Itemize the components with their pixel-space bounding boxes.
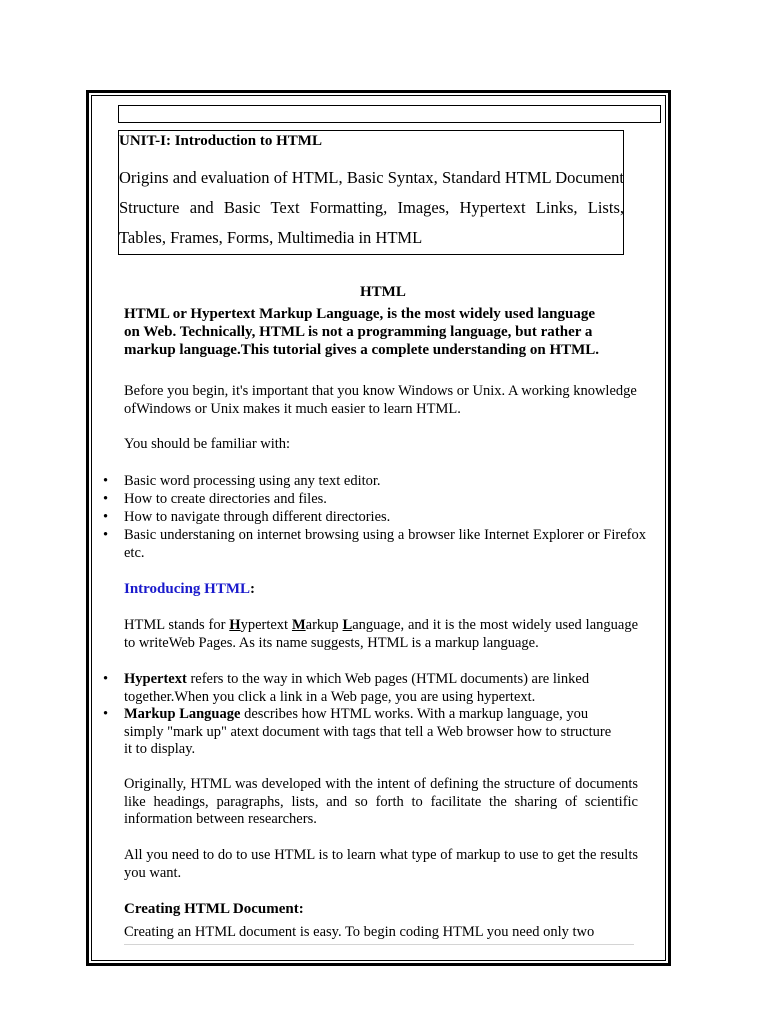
before-you-begin-paragraph: Before you begin, it's important that you know Windows or Unix. A working knowledge ofWindows or Unix makes it much easier to learn HTML. xyxy=(124,383,637,417)
creating-html-heading: Creating HTML Document: xyxy=(124,901,304,917)
creating-html-paragraph: Creating an HTML document is easy. To begin coding HTML you need only two xyxy=(124,924,595,940)
list-item: • Hypertext refers to the way in which Web pages (HTML documents) are linked together.When you click a link in a Web page, you are using hypertext. xyxy=(103,671,590,705)
list-item: • Basic understaning on internet browsing using a browser like Internet Explorer or Firefox etc. xyxy=(103,527,646,561)
originally-paragraph: Originally, HTML was developed with the intent of defining the structure of documents like headings, paragraphs, lists, and so forth to facilitate the sharing of scientific information between researchers. xyxy=(124,776,638,827)
list-item: • Markup Language describes how HTML works. With a markup language, you simply "mark up" atext document with tags that tell a Web browser how to structure it to display. xyxy=(103,706,612,757)
unit-title: UNIT-I: Introduction to HTML xyxy=(119,133,322,149)
bullet-icon: • xyxy=(103,509,109,525)
divider xyxy=(124,944,634,945)
bullet-icon: • xyxy=(103,706,109,722)
header-empty-box xyxy=(118,105,661,123)
unit-summary-box xyxy=(118,130,624,255)
bullet-icon: • xyxy=(103,671,109,687)
bullet-icon: • xyxy=(103,473,109,489)
definitions-list xyxy=(0,671,620,759)
all-you-need-paragraph: All you need to do to use HTML is to learn what type of markup to use to get the results you want. xyxy=(124,847,638,881)
list-item: • Basic word processing using any text editor. xyxy=(103,473,381,489)
bullet-icon: • xyxy=(103,491,109,507)
list-item: • How to create directories and files. xyxy=(103,491,327,507)
section-heading: HTML xyxy=(360,284,406,300)
introducing-html-heading: Introducing HTML: xyxy=(124,581,255,597)
unit-description: Origins and evaluation of HTML, Basic Syntax, Standard HTML Document Structure and Basic Text Formatting, Images, Hypertext Links, Lists, Tables, Frames, Forms, Multimedia in HTML xyxy=(119,168,624,247)
bullet-icon: • xyxy=(103,527,109,543)
intro-bold-paragraph: HTML or Hypertext Markup Language, is the most widely used language on Web. Technically, HTML is not a programming language, but rather a markup language.This tutorial gives a complete understanding on HTML. xyxy=(124,306,600,358)
list-item: • How to navigate through different directories. xyxy=(103,509,391,525)
stands-for-paragraph: HTML stands for Hypertext Markup Language, and it is the most widely used language to writeWeb Pages. As its name suggests, HTML is a markup language. xyxy=(124,617,639,651)
familiar-intro: You should be familiar with: xyxy=(124,436,291,452)
prerequisite-list xyxy=(0,472,646,562)
